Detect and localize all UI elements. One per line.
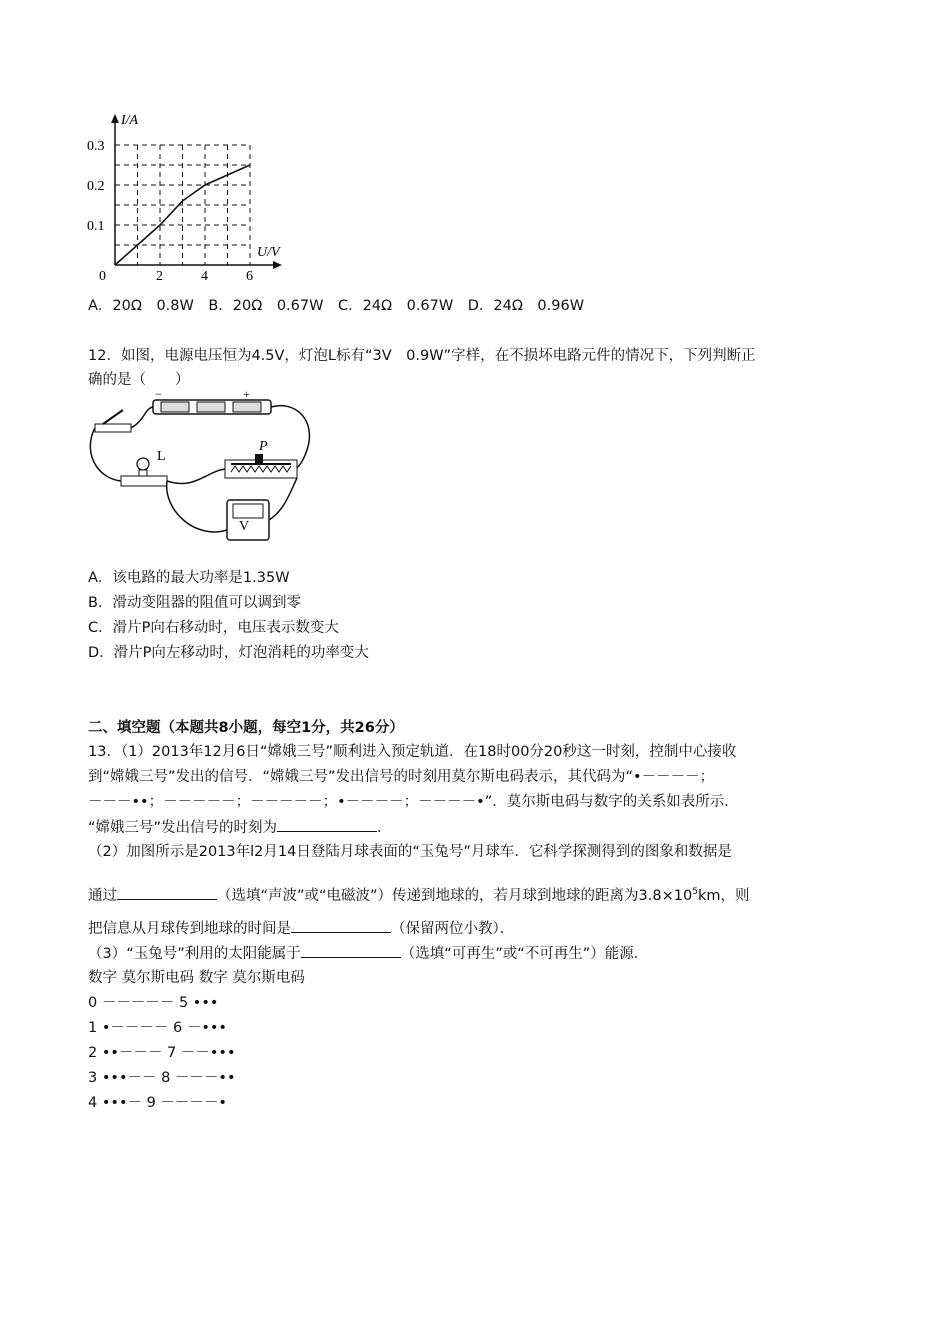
morse-table-row: 1 •－－－－ 6 －••• [88,1020,227,1036]
switch [95,410,131,432]
battery [153,390,271,414]
y-axis-arrow [111,114,119,123]
iu-graph [85,108,305,288]
x-tick-label: 4 [201,269,208,284]
q13-line6-b: （选填“声波”或“电磁波”）传递到地球的，若月球到地球的距离为3.8×10 [217,887,693,904]
slider-label: P [259,439,268,454]
q13-line4-text: “嫦娥三号”发出信号的时刻为 [88,820,278,836]
lamp-label: L [157,449,166,464]
q12-option-c: C．滑片P向右移动时，电压表示数变大 [88,620,339,636]
q12-option-d: D．滑片P向左移动时，灯泡消耗的功率变大 [88,645,369,661]
rheostat [225,439,297,478]
section-heading: 二、填空题（本题共8小题，每空1分，共26分） [88,720,404,736]
y-axis-label: I/A [121,113,139,128]
lamp [121,449,167,486]
morse-table-header: 数字 莫尔斯电码 数字 莫尔斯电码 [88,970,305,986]
morse-table-row: 4 •••－ 9 －－－－• [88,1095,227,1111]
q11-options: A．20Ω 0.8W B．20Ω 0.67W C．24Ω 0.67W D．24Ω 0.96W [88,298,585,314]
q13-line7 [88,918,514,939]
q13-line8-a: （3）“玉兔号”利用的太阳能属于 [88,946,301,962]
q13-line2: 到“嫦娥三号”发出的信号．“嫦娥三号”发出信号的时刻用莫尔斯电码表示，其代码为“•－－－－； [88,769,715,785]
q12-stem-line1: 12．如图，电源电压恒为4.5V，灯泡L标有“3V 0.9W”字样，在不损坏电路元件的情况下，下列判断正 [88,348,756,364]
q13-line5: （2）加图所示是2013年l2月14日登陆月球表面的“玉兔号”月球车．它科学探测得到的图象和数据是 [88,844,732,860]
morse-table-row: 3 •••－－ 8 －－－•• [88,1070,236,1086]
answer-blank-energy[interactable] [301,943,401,958]
answer-blank-time[interactable] [277,817,377,832]
iu-curve [115,165,250,265]
q13-line1: 13．（1）2013年12月6日“嫦娥三号”顺利进入预定轨道．在18时00分20秒这一时刻，控制中心接收 [88,744,737,760]
x-axis-arrow [273,261,282,269]
answer-blank-duration[interactable] [291,918,391,933]
q13-line4 [88,817,392,838]
circuit-figure [85,390,325,555]
q13-line4-end: ． [377,820,392,836]
q13-line7-a: 把信息从月球传到地球的时间是 [88,921,291,937]
morse-table-row: 0 －－－－－ 5 ••• [88,995,219,1011]
x-tick-label: 2 [156,269,163,284]
q13-line7-b: （保留两位小教）． [391,921,515,937]
q13-line8-b: （选填“可再生”或“不可再生”）能源． [400,946,649,962]
q13-line8 [88,943,648,964]
q12-option-a: A．该电路的最大功率是1.35W [88,570,290,586]
y-tick-label: 0.1 [87,219,105,234]
origin-label: 0 [99,269,106,284]
x-axis-label: U/V [257,245,280,260]
q13-exponent: 5 [692,887,698,897]
answer-blank-wave[interactable] [117,885,217,900]
x-tick-label: 6 [246,269,253,284]
q13-line6-a: 通过 [88,887,117,904]
y-tick-label: 0.2 [87,179,105,194]
battery-minus: − [155,390,162,401]
q13-line6-c: km，则 [697,887,750,904]
q13-line6 [88,882,749,906]
voltmeter [227,500,269,540]
q12-stem-line2: 确的是（ ） [88,372,190,388]
battery-plus: + [243,390,250,401]
q12-option-b: B．滑动变阻器的阻值可以调到零 [88,595,301,611]
voltmeter-label: V [239,519,250,534]
q13-line3: －－－••；－－－－－；－－－－－；•－－－－；－－－－•”．莫尔斯电码与数字的关系如表所示． [88,794,739,810]
y-tick-label: 0.3 [87,139,105,154]
morse-table-row: 2 ••－－－ 7 －－••• [88,1045,236,1061]
